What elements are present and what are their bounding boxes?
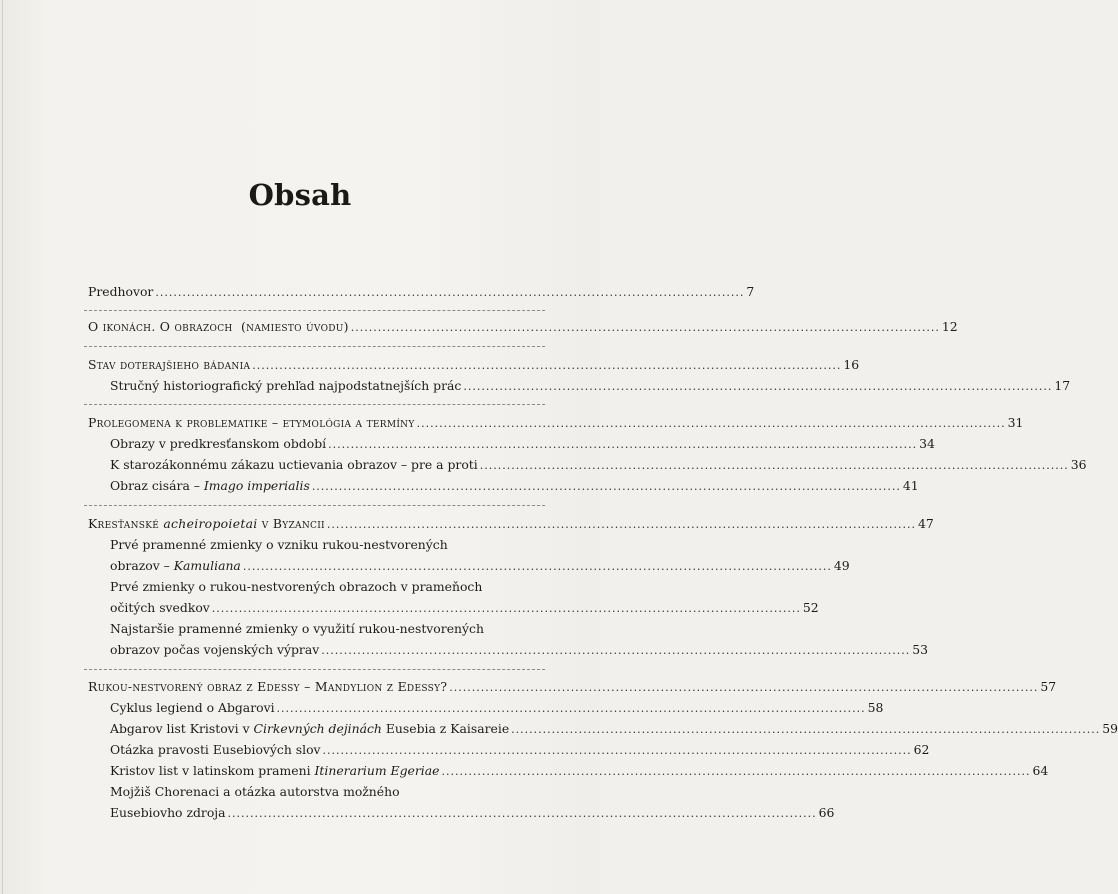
toc-leader-dots: ...................................................................................................................................	[511, 723, 1101, 736]
toc-entry-title: Prolegomena k problematike – etymológia a termíny	[88, 415, 415, 430]
toc-entry-stav-badania[interactable]	[88, 354, 860, 376]
toc-leader-dots: ...................................................................................................................................	[311, 480, 901, 493]
toc-leader-dots: ...................................................................................................................................	[321, 644, 911, 657]
toc-entry-prolegomena[interactable]	[88, 412, 1024, 434]
toc-entry-abgarov-list[interactable]	[110, 718, 1118, 740]
toc-entry-starozakonny-zakaz[interactable]	[110, 454, 1087, 476]
toc-entry-itinerarium-egeriae[interactable]	[110, 760, 1049, 782]
toc-page-number: 49	[833, 558, 850, 573]
toc-entry-title: Stručný historiografický prehľad najpodstatnejších prác	[110, 378, 462, 393]
toc-entry-abgar-legendy[interactable]	[110, 697, 884, 719]
toc-entry-kamuliana-line1: Prvé pramenné zmienky o vzniku rukou-nestvorených	[110, 537, 448, 552]
toc-page-number: 36	[1070, 457, 1087, 472]
page-title: Obsah	[248, 178, 352, 212]
toc-leader-dots: ...................................................................................................................................	[416, 417, 1006, 430]
toc-page-number: 62	[913, 742, 930, 757]
section-divider	[84, 669, 545, 670]
toc-page-number: 31	[1007, 415, 1024, 430]
section-divider	[84, 310, 545, 311]
toc-page-number: 58	[867, 700, 884, 715]
toc-page-number: 12	[941, 319, 958, 334]
toc-entry-vojenske-vypravy[interactable]	[110, 639, 929, 661]
toc-leader-dots: ...................................................................................................................................	[350, 321, 940, 334]
section-divider	[84, 505, 545, 506]
toc-entry-kamuliana[interactable]	[110, 555, 850, 577]
toc-entry-title: Cyklus legiend o Abgarovi	[110, 700, 275, 715]
toc-entry-chorenaci-line1: Mojžiš Chorenaci a otázka autorstva možného	[110, 784, 400, 799]
toc-leader-dots: ...................................................................................................................................	[463, 380, 1053, 393]
toc-leader-dots: ...................................................................................................................................	[227, 807, 817, 820]
toc-page-number: 64	[1032, 763, 1049, 778]
toc-entry-o-ikonach[interactable]	[88, 316, 958, 338]
toc-entry-title: O ikonách. O obrazoch (namiesto úvodu)	[88, 319, 349, 334]
toc-leader-dots: ...................................................................................................................................	[449, 681, 1039, 694]
toc-entry-title: Eusebiovho zdroja	[110, 805, 226, 820]
toc-leader-dots: ...................................................................................................................................	[211, 602, 801, 615]
toc-entry-mandylion[interactable]	[88, 676, 1057, 698]
toc-page-number: 7	[746, 284, 755, 299]
toc-leader-dots: ...................................................................................................................................	[441, 765, 1031, 778]
toc-page-number: 17	[1054, 378, 1071, 393]
toc-entry-title: Otázka pravosti Eusebiových slov	[110, 742, 321, 757]
toc-entry-title: obrazov počas vojenských výprav	[110, 642, 320, 657]
toc-entry-obraz-cisara[interactable]	[110, 475, 919, 497]
toc-entry-title: Kristov list v latinskom prameni Itinerarium Egeriae	[110, 763, 440, 778]
toc-entry-chorenaci[interactable]	[110, 802, 835, 824]
toc-page-number: 59	[1102, 721, 1118, 736]
toc-leader-dots: ...................................................................................................................................	[326, 518, 916, 531]
toc-entry-krestanske-acheiropoietai[interactable]	[88, 513, 934, 535]
toc-entry-predhovor[interactable]	[88, 281, 755, 303]
section-divider	[84, 404, 545, 405]
toc-entry-title: Obraz cisára – Imago imperialis	[110, 478, 310, 493]
toc-entry-title: obrazov – Kamuliana	[110, 558, 241, 573]
toc-page-number: 53	[912, 642, 929, 657]
toc-entry-title: Predhovor	[88, 284, 154, 299]
toc-entry-title: K starozákonnému zákazu uctievania obrazov – pre a proti	[110, 457, 478, 472]
toc-entry-predkrestanske-obdobie[interactable]	[110, 433, 935, 455]
toc-entry-historiograficky-prehlad[interactable]	[110, 375, 1071, 397]
toc-page-number: 41	[902, 478, 919, 493]
toc-entry-pravost-eusebia[interactable]	[110, 739, 930, 761]
toc-entry-title: Abgarov list Kristovi v Cirkevných dejinách Eusebia z Kaisareie	[110, 721, 510, 736]
toc-leader-dots: ...................................................................................................................................	[276, 702, 866, 715]
toc-entry-title: Rukou-nestvorený obraz z Edessy – Mandylion z Edessy?	[88, 679, 448, 694]
toc-leader-dots: ...................................................................................................................................	[242, 560, 832, 573]
toc-leader-dots: ...................................................................................................................................	[252, 359, 842, 372]
toc-page-number: 66	[818, 805, 835, 820]
toc-page-number: 34	[919, 436, 935, 451]
toc-entry-ocitych-svedkov-line1: Prvé zmienky o rukou-nestvorených obrazoch v prameňoch	[110, 579, 483, 594]
toc-leader-dots: ...................................................................................................................................	[328, 438, 918, 451]
toc-entry-title: očitých svedkov	[110, 600, 210, 615]
toc-entry-title: Obrazy v predkresťanskom období	[110, 436, 327, 451]
toc-entry-title: Stav doterajšieho bádania	[88, 357, 251, 372]
toc-page-number: 52	[802, 600, 819, 615]
toc-entry-title: Kresťanské acheiropoietai v Byzancii	[88, 516, 325, 531]
toc-entry-vojenske-vypravy-line1: Najstaršie pramenné zmienky o využití rukou-nestvorených	[110, 621, 484, 636]
toc-leader-dots: ...................................................................................................................................	[155, 286, 745, 299]
toc-leader-dots: ...................................................................................................................................	[479, 459, 1069, 472]
toc-entry-ocitych-svedkov[interactable]	[110, 597, 819, 619]
toc-leader-dots: ...................................................................................................................................	[322, 744, 912, 757]
section-divider	[84, 346, 545, 347]
toc-page-number: 16	[843, 357, 860, 372]
toc-page-number: 57	[1040, 679, 1057, 694]
toc-page-number: 47	[917, 516, 934, 531]
